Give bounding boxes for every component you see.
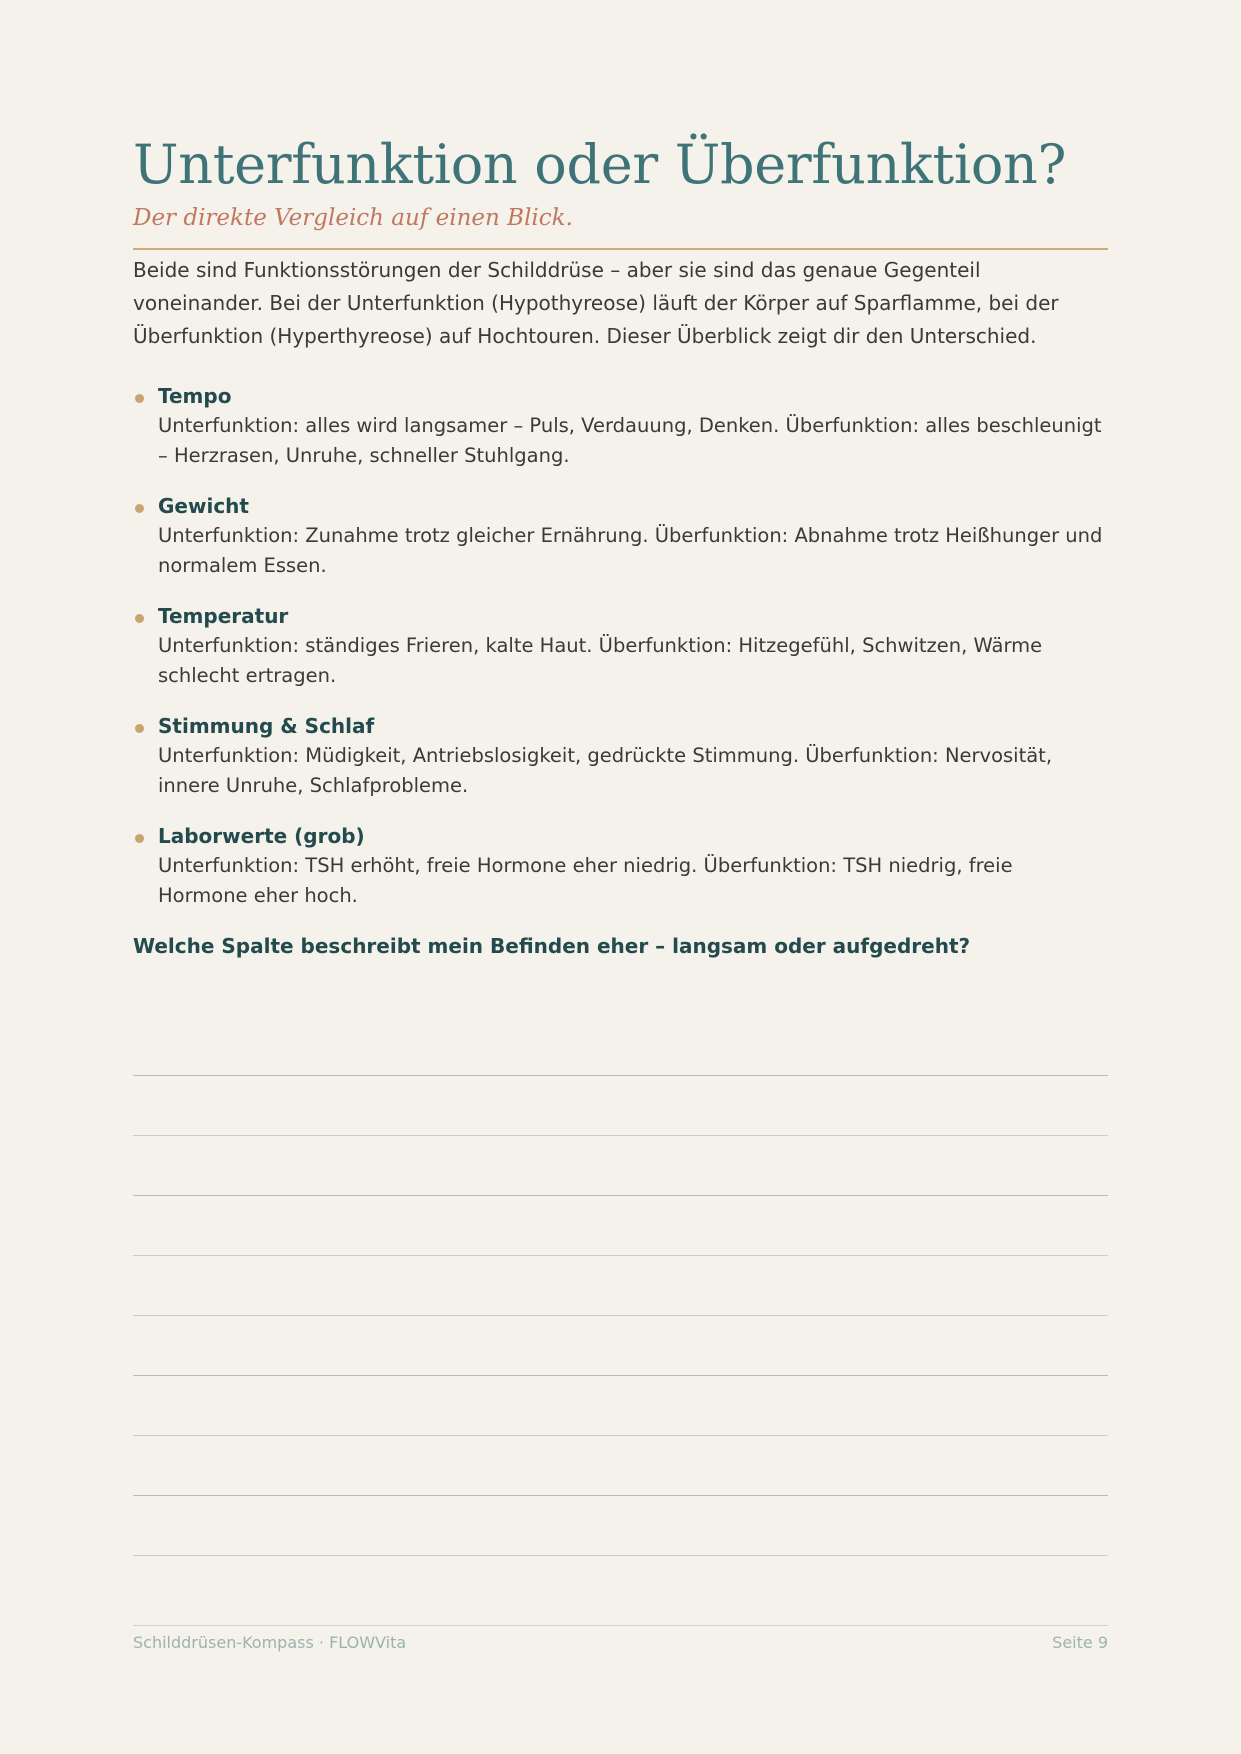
page-title: Unterfunktion oder Überfunktion? bbox=[133, 133, 1067, 196]
page-subtitle: Der direkte Vergleich auf einen Blick. bbox=[133, 205, 573, 231]
item-text: Unterfunktion: Zunahme trotz gleicher Ernährung. Überfunktion: Abnahme trotz Heißhunger und normalem Essen. bbox=[158, 524, 1103, 577]
item-text: Unterfunktion: alles wird langsamer – Puls, Verdauung, Denken. Überfunktion: alles beschleunigt – Herzrasen, Unruhe, schneller Stuhlgang. bbox=[158, 414, 1102, 467]
writing-line[interactable] bbox=[133, 1075, 1108, 1076]
writing-line[interactable] bbox=[133, 1255, 1108, 1256]
bullet-icon bbox=[135, 724, 144, 733]
item-title: Gewicht bbox=[158, 494, 249, 518]
writing-line[interactable] bbox=[133, 1375, 1108, 1376]
writing-line[interactable] bbox=[133, 1195, 1108, 1196]
list-item bbox=[133, 711, 1108, 801]
page-content bbox=[133, 130, 1108, 961]
item-text: Unterfunktion: Müdigkeit, Antriebslosigkeit, gedrückte Stimmung. Überfunktion: Nervosität, innere Unruhe, Schlafprobleme. bbox=[158, 744, 1053, 797]
list-item bbox=[133, 381, 1108, 471]
writing-line[interactable] bbox=[133, 1435, 1108, 1436]
writing-line[interactable] bbox=[133, 1495, 1108, 1496]
list-item bbox=[133, 491, 1108, 581]
comparison-list bbox=[133, 381, 1108, 911]
item-text: Unterfunktion: TSH erhöht, freie Hormone eher niedrig. Überfunktion: TSH niedrig, freie Hormone eher hoch. bbox=[158, 854, 1013, 907]
item-title: Stimmung & Schlaf bbox=[158, 714, 375, 738]
bullet-icon bbox=[135, 834, 144, 843]
item-title: Laborwerte (grob) bbox=[158, 824, 365, 848]
page-footer bbox=[133, 1625, 1108, 1654]
writing-line[interactable] bbox=[133, 1315, 1108, 1316]
page-number: Seite 9 bbox=[1052, 1633, 1108, 1652]
reflection-question: Welche Spalte beschreibt mein Befinden eher – langsam oder aufgedreht? bbox=[133, 934, 971, 958]
item-text: Unterfunktion: ständiges Frieren, kalte Haut. Überfunktion: Hitzegefühl, Schwitzen, Wärme schlecht ertragen. bbox=[158, 634, 1043, 687]
writing-lines bbox=[133, 1075, 1108, 1615]
list-item bbox=[133, 821, 1108, 911]
bullet-icon bbox=[135, 504, 144, 513]
title-divider bbox=[133, 248, 1108, 250]
bullet-icon bbox=[135, 614, 144, 623]
footer-source: Schilddrüsen-Kompass · FLOWVita bbox=[133, 1633, 407, 1652]
intro-paragraph: Beide sind Funktionsstörungen der Schilddrüse – aber sie sind das genaue Gegenteil voneinander. Bei der Unterfunktion (Hypothyreose) läuft der Körper auf Sparflamme, bei der Überfunktion (Hyperthyreose) auf Hochtouren. Dieser Überblick zeigt dir den Unterschied. bbox=[133, 258, 1059, 348]
item-title: Temperatur bbox=[158, 604, 289, 628]
item-title: Tempo bbox=[158, 384, 232, 408]
list-item bbox=[133, 601, 1108, 691]
bullet-icon bbox=[135, 394, 144, 403]
writing-line[interactable] bbox=[133, 1555, 1108, 1556]
writing-line[interactable] bbox=[133, 1135, 1108, 1136]
